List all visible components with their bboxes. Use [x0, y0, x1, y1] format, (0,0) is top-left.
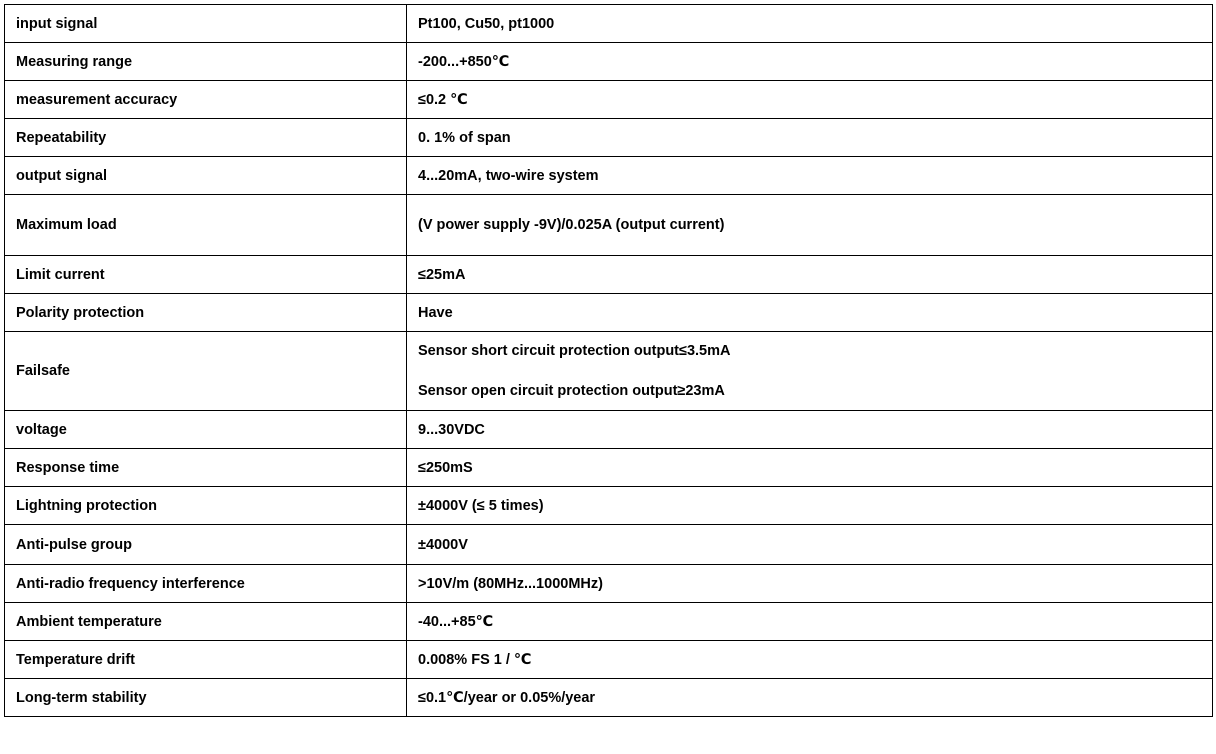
table-row — [5, 679, 1213, 717]
table-row — [5, 565, 1213, 603]
row-label: Response time — [5, 449, 407, 487]
table-row — [5, 157, 1213, 195]
row-label: Lightning protection — [5, 487, 407, 525]
row-value: Have — [407, 294, 1213, 332]
table-row — [5, 5, 1213, 43]
row-label: Temperature drift — [5, 641, 407, 679]
table-row — [5, 332, 1213, 411]
row-label: Repeatability — [5, 119, 407, 157]
row-value — [407, 332, 1213, 411]
row-label: voltage — [5, 411, 407, 449]
row-value: ≤0.2 ℃ — [407, 81, 1213, 119]
failsafe-short-circuit: Sensor short circuit protection output≤3.5mA — [418, 343, 731, 359]
row-label: Anti-pulse group — [5, 525, 407, 565]
table-row — [5, 641, 1213, 679]
row-label: Limit current — [5, 256, 407, 294]
specification-table — [4, 4, 1213, 717]
row-value: Pt100, Cu50, pt1000 — [407, 5, 1213, 43]
row-label: Polarity protection — [5, 294, 407, 332]
row-value: ±4000V — [407, 525, 1213, 565]
table-row — [5, 256, 1213, 294]
row-label: Failsafe — [5, 332, 407, 411]
row-value: (V power supply -9V)/0.025A (output current) — [407, 195, 1213, 256]
row-label: measurement accuracy — [5, 81, 407, 119]
row-value: 4...20mA, two-wire system — [407, 157, 1213, 195]
table-row — [5, 119, 1213, 157]
failsafe-open-circuit: Sensor open circuit protection output≥23mA — [418, 383, 725, 399]
table-row — [5, 81, 1213, 119]
table-row — [5, 294, 1213, 332]
table-row — [5, 411, 1213, 449]
row-value: 9...30VDC — [407, 411, 1213, 449]
table-row — [5, 449, 1213, 487]
row-label: Ambient temperature — [5, 603, 407, 641]
row-value: >10V/m (80MHz...1000MHz) — [407, 565, 1213, 603]
row-value: -40...+85℃ — [407, 603, 1213, 641]
row-label: Anti-radio frequency interference — [5, 565, 407, 603]
row-label: Long-term stability — [5, 679, 407, 717]
row-value: 0.008% FS 1 / ℃ — [407, 641, 1213, 679]
row-label: Maximum load — [5, 195, 407, 256]
row-value: -200...+850℃ — [407, 43, 1213, 81]
row-value: ≤25mA — [407, 256, 1213, 294]
row-label: Measuring range — [5, 43, 407, 81]
row-value: ≤0.1℃/year or 0.05%/year — [407, 679, 1213, 717]
table-row — [5, 43, 1213, 81]
table-row — [5, 603, 1213, 641]
row-value: ±4000V (≤ 5 times) — [407, 487, 1213, 525]
row-label: output signal — [5, 157, 407, 195]
table-row — [5, 195, 1213, 256]
table-row — [5, 487, 1213, 525]
row-label: input signal — [5, 5, 407, 43]
row-value: 0. 1% of span — [407, 119, 1213, 157]
table-row — [5, 525, 1213, 565]
row-value: ≤250mS — [407, 449, 1213, 487]
